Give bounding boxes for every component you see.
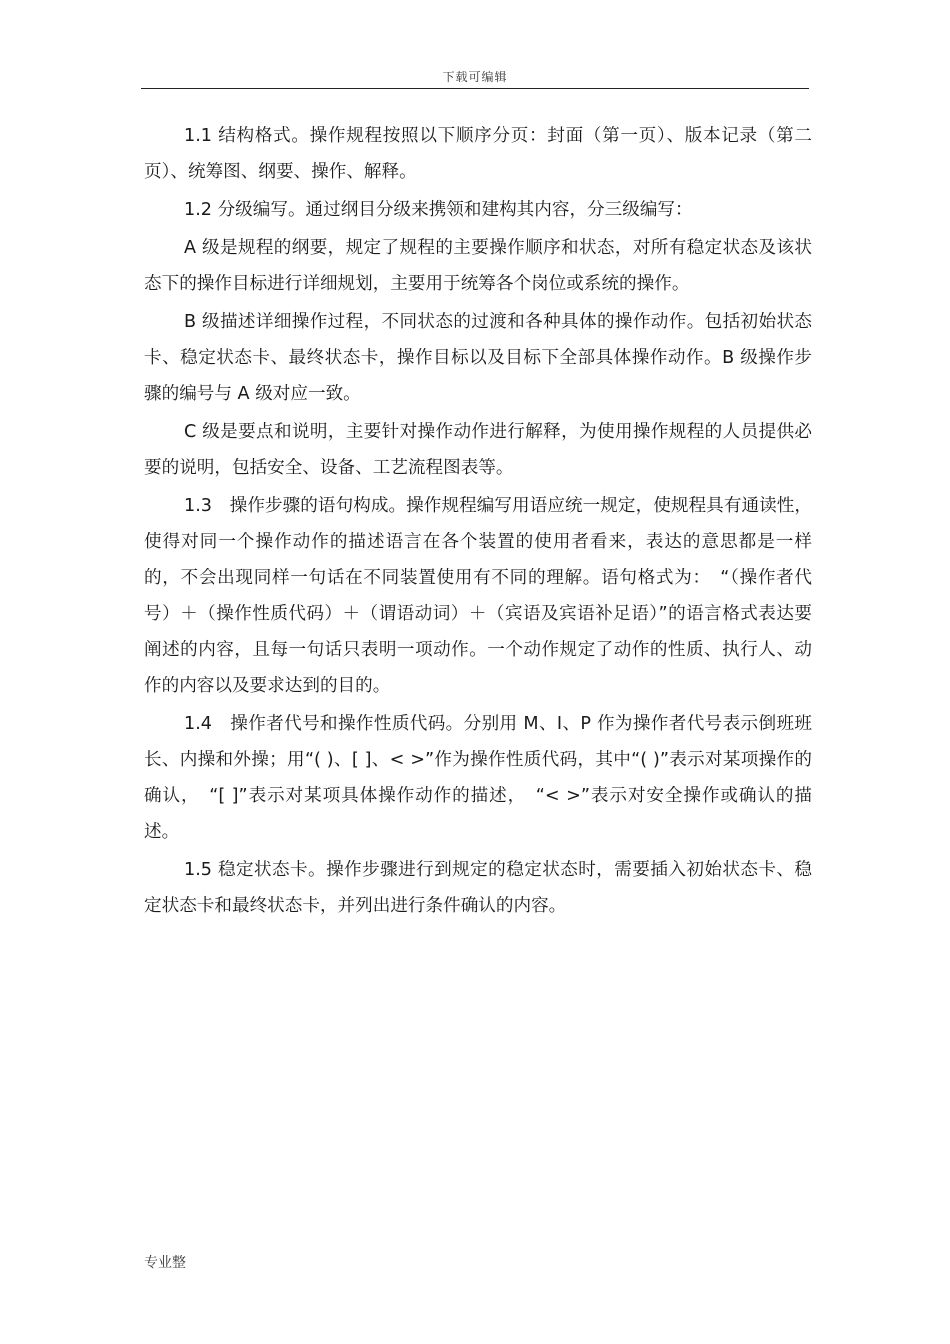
document-body <box>144 118 812 924</box>
paragraph-1-4-operator-codes: 1.4 操作者代号和操作性质代码。分别用 M、I、P 作为操作者代号表示倒班班长、内操和外操；用“( )、[ ]、< >”作为操作性质代码，其中“( )”表示对某项操作的确认， “[ ]”表示对某项具体操作动作的描述， “< >”表示对安全操作或确认的描述。 <box>144 714 812 842</box>
page-footer: 专业整 <box>144 1255 186 1271</box>
paragraph-level-b: B 级描述详细操作过程，不同状态的过渡和各种具体的操作动作。包括初始状态卡、稳定状态卡、最终状态卡，操作目标以及目标下全部具体操作动作。B 级操作步骤的编号与 A 级对应一致。 <box>144 312 812 404</box>
paragraph-1-2-level-writing: 1.2 分级编写。通过纲目分级来携领和建构其内容，分三级编写： <box>184 200 693 220</box>
paragraph-level-c: C 级是要点和说明，主要针对操作动作进行解释，为使用操作规程的人员提供必要的说明，包括安全、设备、工艺流程图表等。 <box>144 422 812 478</box>
page-header: 下载可编辑 <box>442 70 508 84</box>
header-divider <box>141 88 809 89</box>
paragraph-1-3-sentence-structure: 1.3 操作步骤的语句构成。操作规程编写用语应统一规定，使规程具有通读性，使得对同一个操作动作的描述语言在各个装置的使用者看来，表达的意思都是一样的，不会出现同样一句话在不同装置使用有不同的理解。语句格式为： “（操作者代号）＋（操作性质代码）＋（谓语动词）＋（宾语及宾语补足语）”的语言格式表达要阐述的内容，且每一句话只表明一项动作。一个动作规定了动作的性质、执行人、动作的内容以及要求达到的目的。 <box>144 496 812 696</box>
paragraph-1-1-structure-format: 1.1 结构格式。操作规程按照以下顺序分页：封面（第一页）、版本记录（第二页）、统筹图、纲要、操作、解释。 <box>144 126 812 182</box>
paragraph-1-5-stable-state-card: 1.5 稳定状态卡。操作步骤进行到规定的稳定状态时，需要插入初始状态卡、稳定状态卡和最终状态卡，并列出进行条件确认的内容。 <box>144 860 812 916</box>
paragraph-level-a: A 级是规程的纲要，规定了规程的主要操作顺序和状态，对所有稳定状态及该状态下的操作目标进行详细规划，主要用于统筹各个岗位或系统的操作。 <box>144 238 812 294</box>
